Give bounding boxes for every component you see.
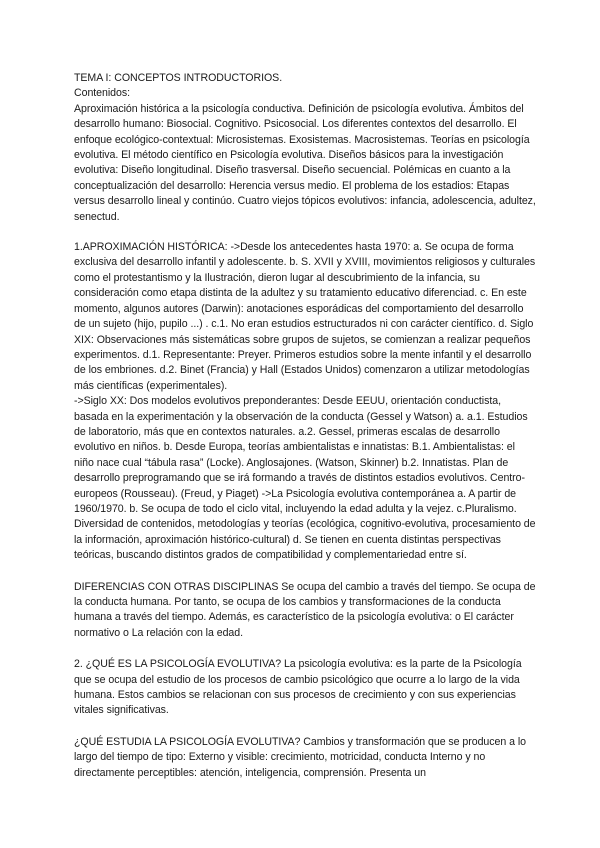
spacer (74, 225, 536, 240)
historical-approach-paragraph: 1.APROXIMACIÓN HISTÓRICA: ->Desde los antecedentes hasta 1970: a. Se ocupa de forma exclusiva del desarrollo infantil y adolescente. b. S. XVII y XVIII, movimientos religiosos y culturales como el protestantismo y la Ilustración, dieron lugar al descubrimiento de la infancia, su consideración como etapa distinta de la adultez y su tratamiento educativo diferenciad. c. En este momento, algunos autores (Darwin): anotaciones esporádicas del comportamiento del desarrollo de un sujeto (hijo, pupilo ...) . c.1. No eran estudios estructurados ni con carácter científico. d. Siglo XIX: Observaciones más sistemáticas sobre grupos de sujetos, se comienzan a realizar pequeños experimentos. d.1. Representante: Preyer. Primeros estudios sobre la mente infantil y el desarrollo de los embriones. d.2. Binet (Francia) y Hall (Estados Unidos) comenzaron a utilizar metodologías más científicas (experimentales). (74, 241, 536, 392)
document-page (74, 71, 536, 781)
spacer (74, 564, 536, 580)
spacer (74, 641, 536, 657)
twentieth-century-paragraph: ->Siglo XX: Dos modelos evolutivos preponderantes: Desde EEUU, orientación conductista, basada en la experimentación y la observación de la conducta (Gessel y Watson) a. a.1. Estudios de laboratorio, más que en contextos naturales. a.2. Gessel, primeras escalas de desarrollo evolutivo en niños. b. Desde Europa, teorías ambientalistas e innatistas: B.1. Ambientalistas: el niño nace cual “tábula rasa” (Locke). Anglosajones. (Watson, Skinner) b.2. Innatistas. Plan de desarrollo preprogramando que se irá formando a través de distintos estadios evolutivos. Centro-europeos (Rousseau). (Freud, y Piaget) ->La Psicología evolutiva contemporánea a. A partir de 1960/1970. b. Se ocupa de todo el ciclo vital, incluyendo la edad adulta y la vejez. c.Pluralismo. Diversidad de contenidos, metodologías y teorías (ecológica, cognitivo-evolutiva, procesamiento de la información, aproximación histórico-cultural) d. Se tienen en cuenta distintas perspectivas teóricas, buscando distintos grados de compatibilidad y complementariedad entre sí. (74, 395, 536, 562)
contents-paragraph: Aproximación histórica a la psicología conductiva. Definición de psicología evolutiva. Ámbitos del desarrollo humano: Biosocial. Cognitivo. Psicosocial. Los diferentes contextos del desarrollo. El enfoque ecológico-contextual: Microsistemas. Exosistemas. Macrosistemas. Teorías en psicología evolutiva. El método científico en Psicología evolutiva. Diseños básicos para la investigación evolutiva: Diseño longitudinal. Diseño trasversal. Diseño secuencial. Polémicas en cuanto a la conceptualización del desarrollo: Herencia versus medio. El problema de los estadios: Etapas versus desarrollo lineal y continúo. Cuatro viejos tópicos evolutivos: infancia, adolescencia, adultez, senectud. (74, 102, 536, 223)
differences-paragraph: DIFERENCIAS CON OTRAS DISCIPLINAS Se ocupa del cambio a través del tiempo. Se ocupa de la conducta humana. Por tanto, se ocupa de los cambios y transformaciones de la conducta humana a través del tiempo. Además, es característico de la psicología evolutiva: o El carácter normativo o La relación con la edad. (74, 580, 536, 639)
document-title: TEMA I: CONCEPTOS INTRODUCTORIOS. (74, 72, 283, 84)
contents-label: Contenidos: (74, 87, 130, 100)
spacer (74, 719, 536, 735)
what-studies-paragraph: ¿QUÉ ESTUDIA LA PSICOLOGÍA EVOLUTIVA? Cambios y transformación que se producen a lo largo del tiempo de tipo: Externo y visible: crecimiento, motricidad, conducta Interno y no directamente perceptibles: atención, inteligencia, comprensión. Presenta un (74, 735, 526, 779)
what-is-paragraph: 2. ¿QUÉ ES LA PSICOLOGÍA EVOLUTIVA? La psicología evolutiva: es la parte de la Psicología que se ocupa del estudio de los procesos de cambio psicológico que ocurre a lo largo de la vida humana. Estos cambios se relacionan con sus procesos de crecimiento y con sus experiencias vitales significativas. (74, 658, 522, 717)
